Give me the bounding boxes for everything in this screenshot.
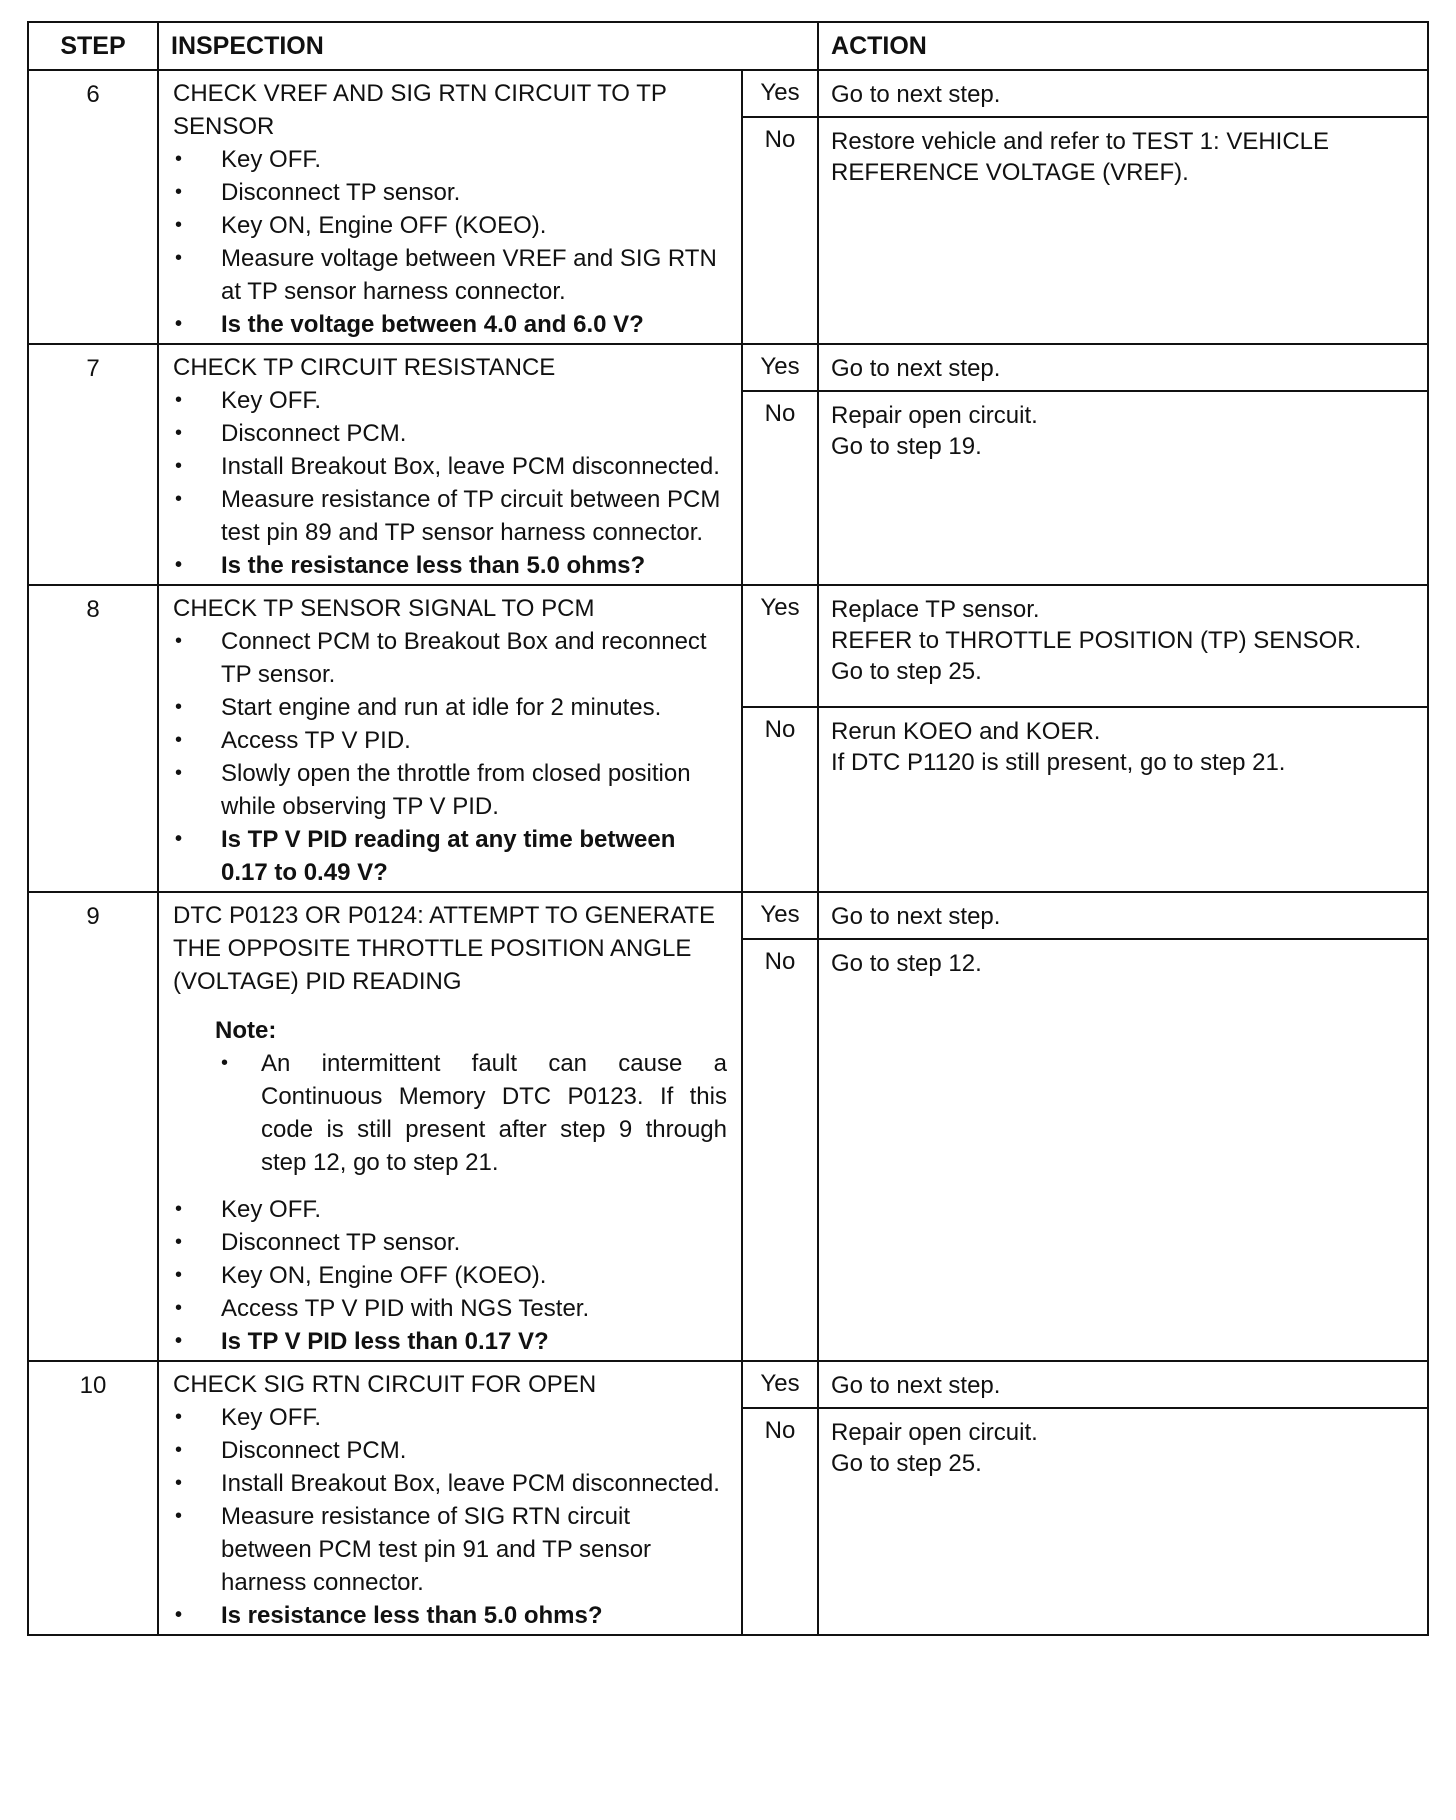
- action-line: If DTC P1120 is still present, go to step 21.: [831, 749, 1286, 776]
- inspection-question: • Is TP V PID reading at any time between 0.17 to 0.49 V?: [173, 823, 727, 889]
- note-block: [215, 1014, 727, 1179]
- no-label: No: [742, 939, 818, 1361]
- step-row-yes: [28, 70, 1428, 117]
- no-label: No: [742, 391, 818, 585]
- no-action: [818, 939, 1428, 1361]
- yes-action: [818, 892, 1428, 939]
- yes-action: [818, 1361, 1428, 1408]
- yes-label: Yes: [742, 892, 818, 939]
- step-row-yes: [28, 344, 1428, 391]
- table-header-row: [28, 22, 1428, 70]
- step-number: 9: [28, 892, 158, 1361]
- inspection-bullet: • Connect PCM to Breakout Box and reconnect TP sensor.: [173, 625, 727, 691]
- action-line: Go to step 25.: [831, 1450, 982, 1477]
- action-line: REFER to THROTTLE POSITION (TP) SENSOR.: [831, 627, 1362, 654]
- inspection-bullet: • Start engine and run at idle for 2 minutes.: [173, 691, 727, 724]
- inspection-question: • Is the voltage between 4.0 and 6.0 V?: [173, 308, 727, 341]
- step-number: 8: [28, 585, 158, 892]
- inspection-cell: [158, 1361, 742, 1635]
- inspection-bullet: • Disconnect PCM.: [173, 417, 727, 450]
- header-step: STEP: [28, 22, 158, 70]
- yes-action: [818, 585, 1428, 707]
- no-label: No: [742, 707, 818, 892]
- yes-action: [818, 70, 1428, 117]
- inspection-bullet: • Slowly open the throttle from closed position while observing TP V PID.: [173, 757, 727, 823]
- action-line: Go to step 19.: [831, 433, 982, 460]
- yes-label: Yes: [742, 1361, 818, 1408]
- inspection-bullets: [173, 384, 727, 582]
- step-number: 6: [28, 70, 158, 344]
- note-item: • An intermittent fault can cause a Continuous Memory DTC P0123. If this code is still present after step 9 through step 12, go to step 21.: [215, 1047, 727, 1179]
- step-number: 10: [28, 1361, 158, 1635]
- inspection-bullet: • Install Breakout Box, leave PCM disconnected.: [173, 1467, 727, 1500]
- inspection-bullet: • Key ON, Engine OFF (KOEO).: [173, 1259, 727, 1292]
- inspection-cell: [158, 344, 742, 585]
- step-number: 7: [28, 344, 158, 585]
- inspection-bullet: • Disconnect TP sensor.: [173, 1226, 727, 1259]
- yes-label: Yes: [742, 70, 818, 117]
- inspection-question: • Is the resistance less than 5.0 ohms?: [173, 549, 727, 582]
- note-label: Note:: [215, 1017, 277, 1044]
- inspection-bullet: • Key OFF.: [173, 143, 727, 176]
- inspection-title: CHECK SIG RTN CIRCUIT FOR OPEN: [173, 1371, 597, 1398]
- inspection-bullet: • Access TP V PID.: [173, 724, 727, 757]
- inspection-bullet: • Disconnect TP sensor.: [173, 176, 727, 209]
- action-line: Go to next step.: [831, 1372, 1001, 1399]
- inspection-bullets: [173, 143, 727, 341]
- inspection-title: CHECK TP SENSOR SIGNAL TO PCM: [173, 595, 595, 622]
- table-body: [28, 70, 1428, 1635]
- header-action: ACTION: [818, 22, 1428, 70]
- no-action: [818, 391, 1428, 585]
- inspection-bullet: • Key ON, Engine OFF (KOEO).: [173, 209, 727, 242]
- action-line: Repair open circuit.: [831, 402, 1038, 429]
- inspection-cell: [158, 585, 742, 892]
- action-line: Rerun KOEO and KOER.: [831, 718, 1101, 745]
- step-row-yes: [28, 585, 1428, 707]
- step-row-yes: [28, 1361, 1428, 1408]
- inspection-bullet: • Access TP V PID with NGS Tester.: [173, 1292, 727, 1325]
- action-line: Go to step 25.: [831, 658, 982, 685]
- no-action: [818, 707, 1428, 892]
- no-label: No: [742, 1408, 818, 1635]
- action-line: Repair open circuit.: [831, 1419, 1038, 1446]
- yes-action: [818, 344, 1428, 391]
- yes-label: Yes: [742, 344, 818, 391]
- header-inspection: INSPECTION: [158, 22, 818, 70]
- inspection-title: DTC P0123 OR P0124: ATTEMPT TO GENERATE THE OPPOSITE THROTTLE POSITION ANGLE (VOLTAGE) PID READING: [173, 902, 715, 995]
- action-line: Go to next step.: [831, 355, 1001, 382]
- inspection-cell: [158, 892, 742, 1361]
- inspection-bullet: • Key OFF.: [173, 1401, 727, 1434]
- inspection-bullets: [173, 1401, 727, 1632]
- diagnostic-table-page: [27, 21, 1427, 1636]
- inspection-bullet: • Key OFF.: [173, 384, 727, 417]
- inspection-cell: [158, 70, 742, 344]
- inspection-title: CHECK TP CIRCUIT RESISTANCE: [173, 354, 556, 381]
- inspection-bullet: • Disconnect PCM.: [173, 1434, 727, 1467]
- step-row-yes: [28, 892, 1428, 939]
- inspection-bullet: • Install Breakout Box, leave PCM disconnected.: [173, 450, 727, 483]
- yes-label: Yes: [742, 585, 818, 707]
- inspection-question: • Is TP V PID less than 0.17 V?: [173, 1325, 727, 1358]
- inspection-title: CHECK VREF AND SIG RTN CIRCUIT TO TP SENSOR: [173, 80, 667, 140]
- action-line: Go to step 12.: [831, 950, 982, 977]
- action-line: Go to next step.: [831, 903, 1001, 930]
- inspection-bullet: • Measure resistance of TP circuit between PCM test pin 89 and TP sensor harness connector.: [173, 483, 727, 549]
- inspection-bullets: [173, 1193, 727, 1358]
- action-line: Replace TP sensor.: [831, 596, 1040, 623]
- inspection-bullets: [173, 625, 727, 889]
- action-line: Restore vehicle and refer to TEST 1: VEHICLE REFERENCE VOLTAGE (VREF).: [831, 128, 1330, 186]
- action-line: Go to next step.: [831, 81, 1001, 108]
- inspection-bullet: • Measure resistance of SIG RTN circuit between PCM test pin 91 and TP sensor harness connector.: [173, 1500, 727, 1599]
- no-action: [818, 117, 1428, 344]
- no-label: No: [742, 117, 818, 344]
- inspection-bullet: • Key OFF.: [173, 1193, 727, 1226]
- inspection-question: • Is resistance less than 5.0 ohms?: [173, 1599, 727, 1632]
- pinpoint-test-table: [27, 21, 1429, 1636]
- inspection-bullet: • Measure voltage between VREF and SIG RTN at TP sensor harness connector.: [173, 242, 727, 308]
- no-action: [818, 1408, 1428, 1635]
